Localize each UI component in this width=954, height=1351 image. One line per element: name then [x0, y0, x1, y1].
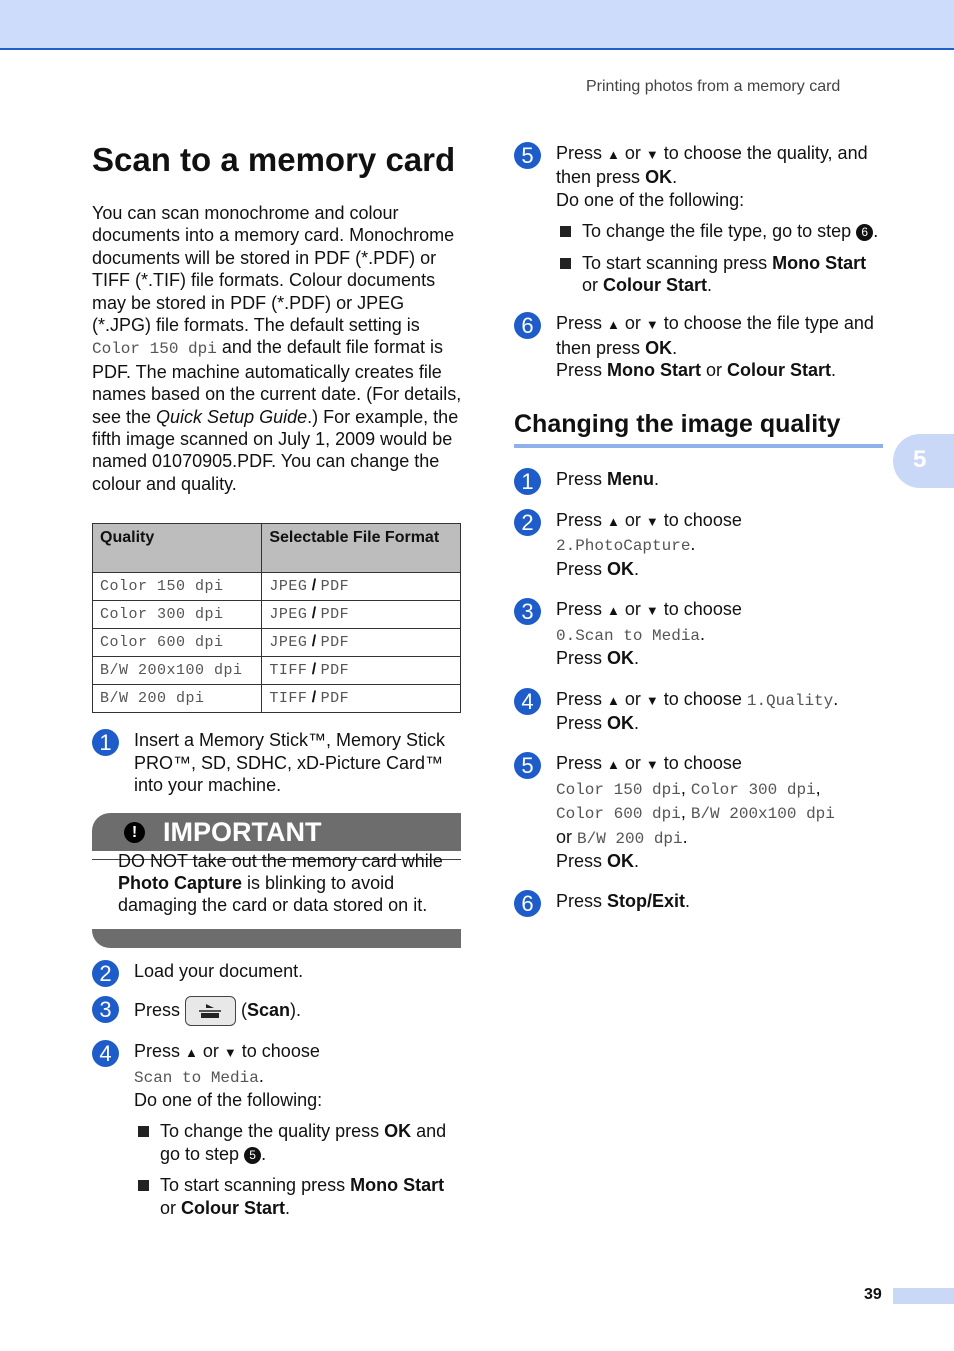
quality-step-4-text	[556, 688, 886, 735]
text: ,	[815, 777, 821, 798]
step-4-bullet-1	[134, 1120, 462, 1165]
step-1-text: Insert a Memory Stick™, Memory Stick PRO™, SD, SDHC, xD-Picture Card™ into your machine.	[134, 730, 446, 796]
text: or	[556, 826, 578, 847]
table-cell-quality	[93, 685, 262, 713]
text: .	[634, 648, 640, 669]
text: Press	[556, 313, 608, 334]
down-arrow-icon: ▼	[645, 603, 659, 619]
bold-text: Mono Start	[607, 360, 702, 381]
text: .	[685, 891, 691, 912]
bullet-text: To start scanning press	[160, 1175, 351, 1196]
left-column	[92, 140, 462, 1219]
table-header-quality: Quality	[93, 524, 262, 573]
intro-text-1: You can scan monochrome and colour documents into a memory card. Monochrome documents will be stored in PDF (*.PDF) or TIFF (*.TIF) file formats. Colour documents may be stored in PDF (*.PDF) or JPEG (*.JPG) file formats. The default setting is	[92, 203, 455, 336]
step-3-paren: (	[236, 999, 248, 1020]
quality-value: Color 150 dpi	[100, 578, 224, 596]
text: to choose the quality, and then press	[556, 143, 868, 188]
step-4	[92, 1040, 462, 1219]
menu-text: 1.Quality	[746, 691, 834, 710]
scan-button[interactable]	[185, 996, 236, 1026]
step-5-text	[556, 142, 886, 211]
quality-step-1-text	[556, 468, 886, 490]
step-4-or: or	[197, 1041, 224, 1062]
text: or	[619, 313, 646, 334]
quality-value: Color 600 dpi	[100, 634, 224, 652]
format-separator: /	[307, 605, 321, 623]
down-arrow-icon: ▼	[645, 514, 659, 530]
step-4-post: to choose	[236, 1041, 320, 1062]
text: .	[634, 850, 640, 871]
step-3-scan-label: Scan	[247, 999, 291, 1020]
bullet-text: To change the quality press	[160, 1121, 385, 1142]
text: .	[833, 688, 839, 709]
format-separator: /	[307, 661, 321, 679]
chapter-tab	[893, 434, 954, 488]
text: .	[634, 558, 640, 579]
intro-text-2: and the default file format is PDF. The machine automatically creates file names based on the current date. (For details, see the	[92, 337, 462, 427]
table-row	[93, 573, 461, 601]
step-1	[92, 729, 462, 796]
table-header-format: Selectable File Format	[262, 524, 461, 573]
bold-text: OK	[607, 558, 635, 579]
text: Do one of the following:	[556, 189, 745, 210]
up-arrow-icon: ▲	[607, 514, 620, 530]
text: ,	[680, 777, 691, 798]
step-4-menu: Scan to Media	[134, 1068, 259, 1087]
bullet-text: .	[261, 1143, 267, 1164]
bold-text: OK	[645, 167, 673, 188]
quality-value: Color 300 dpi	[100, 606, 224, 624]
format-value: PDF	[320, 690, 350, 708]
format-value: TIFF	[269, 662, 308, 680]
text: .	[634, 712, 640, 733]
step-4-dot: .	[258, 1065, 264, 1086]
step-3-text	[134, 996, 462, 1026]
bold-text: Menu	[607, 468, 655, 489]
quality-step-5	[514, 752, 886, 872]
quality-step-4	[514, 688, 886, 735]
text: Press	[556, 360, 608, 381]
quality-step-2-text	[556, 509, 886, 580]
bold-text: OK	[645, 337, 673, 358]
bold-text: OK	[607, 850, 635, 871]
table-row	[93, 685, 461, 713]
step-5	[514, 142, 886, 296]
page-number-bar	[893, 1288, 954, 1304]
text: .	[831, 360, 837, 381]
important-text-2: is blinking to avoid damaging the card or data stored on it.	[118, 872, 428, 916]
text: Press	[556, 558, 608, 579]
text: ,	[680, 802, 691, 823]
bullet-text: To start scanning press	[582, 252, 773, 273]
bullet-text: .	[285, 1197, 291, 1218]
quality-value: B/W 200x100 dpi	[100, 662, 243, 680]
step-4-bullet-2	[134, 1174, 462, 1219]
quality-step-1	[514, 468, 886, 494]
important-text-1: DO NOT take out the memory card while	[118, 850, 443, 871]
up-arrow-icon: ▲	[607, 692, 620, 708]
text: Press	[556, 510, 608, 531]
format-value: PDF	[320, 578, 350, 596]
format-separator: /	[307, 633, 321, 651]
text: or	[619, 143, 646, 163]
step-number-badge: 4	[514, 688, 541, 715]
right-column	[514, 142, 886, 917]
step-number-badge: 2	[92, 960, 119, 987]
table-cell-format	[262, 685, 461, 713]
step-number-badge: 5	[514, 752, 541, 779]
quality-step-3-text	[556, 598, 886, 669]
step-ref-badge: 6	[856, 224, 873, 241]
table-cell-quality	[93, 573, 262, 601]
format-separator: /	[307, 577, 321, 595]
bullet-text: or	[160, 1197, 182, 1218]
text: Press	[556, 468, 608, 489]
bullet-bold: OK	[384, 1121, 412, 1142]
down-arrow-icon: ▼	[645, 692, 659, 708]
text: Press	[556, 850, 608, 871]
text: to choose	[658, 753, 742, 774]
important-header	[92, 813, 461, 851]
menu-text: 0.Scan to Media	[556, 626, 701, 645]
text: .	[654, 468, 660, 489]
quality-step-2	[514, 509, 886, 580]
important-bold: Photo Capture	[118, 872, 242, 893]
menu-text: Color 150 dpi	[556, 780, 681, 799]
text: .	[690, 534, 696, 555]
bullet-bold: Colour Start	[603, 275, 708, 296]
bold-text: Stop/Exit	[607, 891, 686, 912]
exclamation-icon: !	[124, 822, 145, 843]
important-footer	[92, 929, 461, 948]
important-text	[92, 850, 461, 917]
table-row	[93, 629, 461, 657]
bullet-bold: Colour Start	[181, 1197, 286, 1218]
page-title: Scan to a memory card	[92, 141, 456, 178]
page-number: 39	[864, 1286, 882, 1303]
text: .	[672, 337, 678, 358]
format-value: JPEG	[269, 578, 308, 596]
intro-guide-title: Quick Setup Guide	[156, 406, 308, 427]
step-ref-badge: 5	[244, 1147, 261, 1164]
step-3-paren-close: ).	[290, 999, 302, 1020]
bold-text: OK	[607, 648, 635, 669]
text: .	[682, 826, 688, 847]
table-row	[93, 601, 461, 629]
format-separator: /	[307, 689, 321, 707]
text: to choose the file type and then press	[556, 313, 874, 358]
step-number-badge: 5	[514, 142, 541, 169]
running-head: Printing photos from a memory card	[586, 78, 841, 95]
text: to choose	[658, 688, 747, 709]
down-arrow-icon: ▼	[645, 147, 659, 162]
step-number-badge: 3	[92, 996, 119, 1023]
table-row	[93, 657, 461, 685]
intro-paragraph	[92, 202, 462, 495]
section-title: Changing the image quality	[514, 408, 883, 448]
table-cell-format	[262, 573, 461, 601]
bullet-text: and go to step	[160, 1121, 447, 1164]
intro-text-3: .) For example, the fifth image scanned on July 1, 2009 would be named 01070905.PDF. You can change the colour and quality.	[92, 406, 459, 494]
up-arrow-icon: ▲	[607, 757, 620, 773]
quality-step-6	[514, 890, 886, 917]
bold-text: Colour Start	[727, 360, 832, 381]
table-header-row	[93, 524, 461, 573]
step-number-badge: 6	[514, 312, 541, 339]
bullet-text: or	[582, 275, 604, 296]
text: Press	[556, 753, 608, 774]
bullet-bold: Mono Start	[772, 252, 867, 273]
quality-value: B/W 200 dpi	[100, 690, 205, 708]
format-value: JPEG	[269, 634, 308, 652]
bold-text: OK	[607, 712, 635, 733]
step-5-bullet-1	[556, 220, 886, 242]
menu-text: 2.PhotoCapture	[556, 537, 691, 556]
text: to choose	[658, 599, 742, 620]
table-cell-quality	[93, 657, 262, 685]
bullet-text: To change the file type, go to step	[582, 221, 857, 242]
format-value: JPEG	[269, 606, 308, 624]
step-number-badge: 1	[514, 468, 541, 495]
format-value: PDF	[320, 606, 350, 624]
text: or	[619, 688, 646, 709]
step-number-badge: 6	[514, 890, 541, 917]
text: or	[619, 753, 646, 774]
quality-table	[92, 523, 461, 713]
step-3-press: Press	[134, 999, 186, 1020]
down-arrow-icon: ▼	[645, 757, 659, 773]
quality-step-3	[514, 598, 886, 669]
important-box	[92, 813, 461, 948]
bullet-bold: Mono Start	[350, 1175, 445, 1196]
text: Press	[556, 143, 608, 163]
up-arrow-icon: ▲	[607, 317, 620, 333]
down-arrow-icon: ▼	[223, 1045, 237, 1061]
step-3	[92, 996, 462, 1026]
step-4-line2: Do one of the following:	[134, 1089, 323, 1110]
table-cell-format	[262, 657, 461, 685]
table-cell-quality	[93, 629, 262, 657]
bullet-text: .	[707, 275, 713, 296]
text: to choose	[658, 510, 742, 531]
quality-step-5-text	[556, 752, 886, 872]
step-6-text	[556, 312, 886, 381]
bullet-text: .	[873, 221, 879, 242]
text: or	[701, 360, 728, 381]
table-cell-format	[262, 601, 461, 629]
step-4-text	[134, 1040, 462, 1111]
text: Press	[556, 648, 608, 669]
step-number-badge: 3	[514, 598, 541, 625]
text: .	[672, 167, 678, 188]
text: or	[619, 510, 646, 531]
text: Press	[556, 599, 608, 620]
chapter-number: 5	[913, 446, 927, 473]
text: Press	[556, 712, 608, 733]
step-5-bullet-2	[556, 252, 886, 297]
step-4-press: Press	[134, 1041, 186, 1062]
format-value: PDF	[320, 634, 350, 652]
menu-text: Color 600 dpi	[556, 805, 681, 824]
step-6	[514, 312, 886, 381]
table-cell-quality	[93, 601, 262, 629]
text: .	[700, 623, 706, 644]
scan-icon	[198, 1002, 222, 1020]
text: Press	[556, 688, 608, 709]
step-2	[92, 960, 462, 986]
up-arrow-icon: ▲	[185, 1045, 198, 1061]
table-cell-format	[262, 629, 461, 657]
up-arrow-icon: ▲	[607, 147, 620, 162]
up-arrow-icon: ▲	[607, 603, 620, 619]
down-arrow-icon: ▼	[645, 317, 659, 333]
format-value: PDF	[320, 662, 350, 680]
step-2-text: Load your document.	[134, 960, 304, 981]
step-number-badge: 2	[514, 509, 541, 536]
quality-step-6-text	[556, 890, 886, 912]
text: Press	[556, 891, 608, 912]
step-number-badge: 1	[92, 729, 119, 756]
format-value: TIFF	[269, 690, 308, 708]
menu-text: B/W 200 dpi	[577, 829, 683, 848]
intro-default-setting: Color 150 dpi	[92, 340, 217, 359]
menu-text: Color 300 dpi	[690, 780, 816, 799]
step-number-badge: 4	[92, 1040, 119, 1067]
important-title: IMPORTANT	[163, 816, 322, 847]
text: or	[619, 599, 646, 620]
top-color-bar	[0, 0, 954, 50]
menu-text: B/W 200x100 dpi	[690, 805, 835, 824]
